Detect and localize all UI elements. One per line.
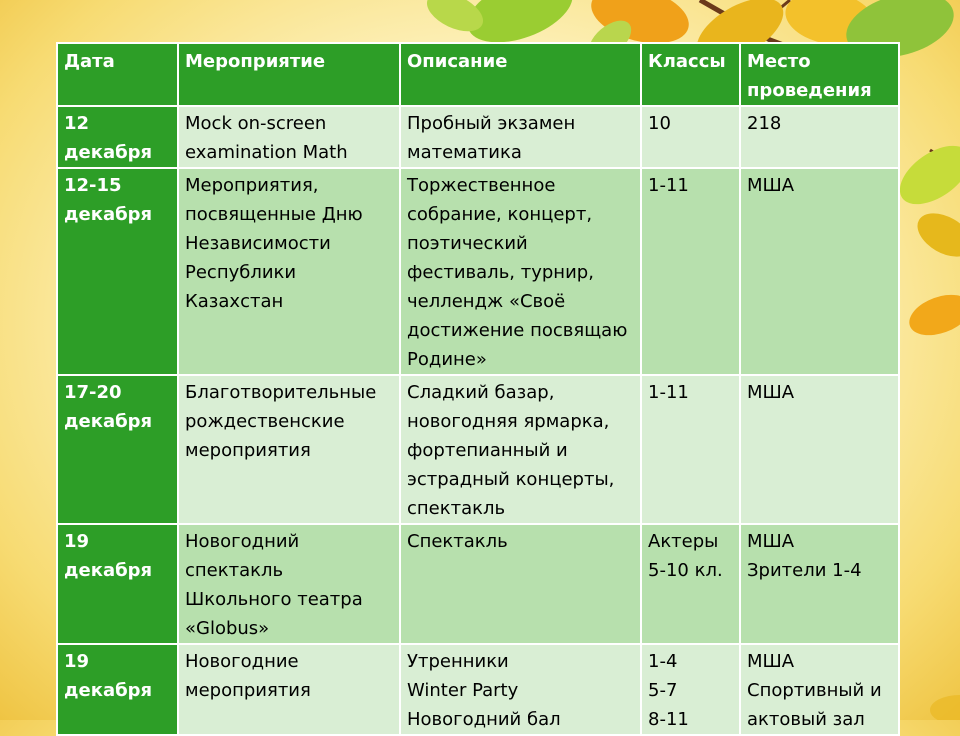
column-header-date: Дата (57, 43, 178, 106)
leaf-icon (910, 204, 960, 265)
events-schedule-table (56, 42, 900, 736)
date-cell: 19 декабря (57, 524, 178, 644)
date-cell: 12 декабря (57, 106, 178, 168)
description-line: Утренники (407, 651, 509, 672)
grades-cell: 1-11 (641, 375, 740, 524)
leaf-icon (930, 695, 960, 720)
table-row (57, 375, 899, 524)
event-cell: Мероприятия, посвященные Дню Независимости Республики Казахстан (178, 168, 400, 375)
place-cell: 218 (740, 106, 899, 168)
grades-line: 5-7 (648, 680, 678, 701)
column-header-place: Место проведения (740, 43, 899, 106)
column-header-description: Описание (400, 43, 641, 106)
description-cell: Пробный экзамен математика (400, 106, 641, 168)
event-cell: Новогодний спектакль Школьного театра «Globus» (178, 524, 400, 644)
place-line: МША (747, 531, 795, 552)
leaf-icon (890, 134, 960, 216)
event-cell: Mock on-screen examination Math (178, 106, 400, 168)
description-cell: Торжественное собрание, концерт, поэтический фестиваль, турнир, челлендж «Своё достижение посвящаю Родине» (400, 168, 641, 375)
table-row (57, 168, 899, 375)
column-header-grades: Классы (641, 43, 740, 106)
description-line: Winter Party (407, 680, 519, 701)
grades-line: Актеры (648, 531, 719, 552)
event-cell: Благотворительные рождественские мероприятия (178, 375, 400, 524)
description-cell (400, 644, 641, 735)
place-cell (740, 524, 899, 644)
description-cell: Сладкий базар, новогодняя ярмарка, фортепианный и эстрадный концерты, спектакль (400, 375, 641, 524)
grades-cell (641, 644, 740, 735)
grades-line: 1-4 (648, 651, 678, 672)
leaf-icon (904, 287, 960, 343)
place-cell (740, 644, 899, 735)
event-cell: Новогодние мероприятия (178, 644, 400, 735)
grades-line: 5-10 кл. (648, 560, 723, 581)
place-line: Зрители 1-4 (747, 560, 862, 581)
date-cell: 19 декабря (57, 644, 178, 735)
place-line: Спортивный и актовый зал (747, 680, 882, 730)
grades-cell: 10 (641, 106, 740, 168)
table-row (57, 106, 899, 168)
place-cell: МША (740, 168, 899, 375)
table-row (57, 644, 899, 735)
description-line: Новогодний бал (407, 709, 561, 730)
grades-cell: 1-11 (641, 168, 740, 375)
table-row (57, 524, 899, 644)
column-header-event: Мероприятие (178, 43, 400, 106)
description-cell: Спектакль (400, 524, 641, 644)
table-header-row (57, 43, 899, 106)
place-cell: МША (740, 375, 899, 524)
grades-cell (641, 524, 740, 644)
grades-line: 8-11 (648, 709, 689, 730)
date-cell: 12-15 декабря (57, 168, 178, 375)
place-line: МША (747, 651, 795, 672)
date-cell: 17-20 декабря (57, 375, 178, 524)
